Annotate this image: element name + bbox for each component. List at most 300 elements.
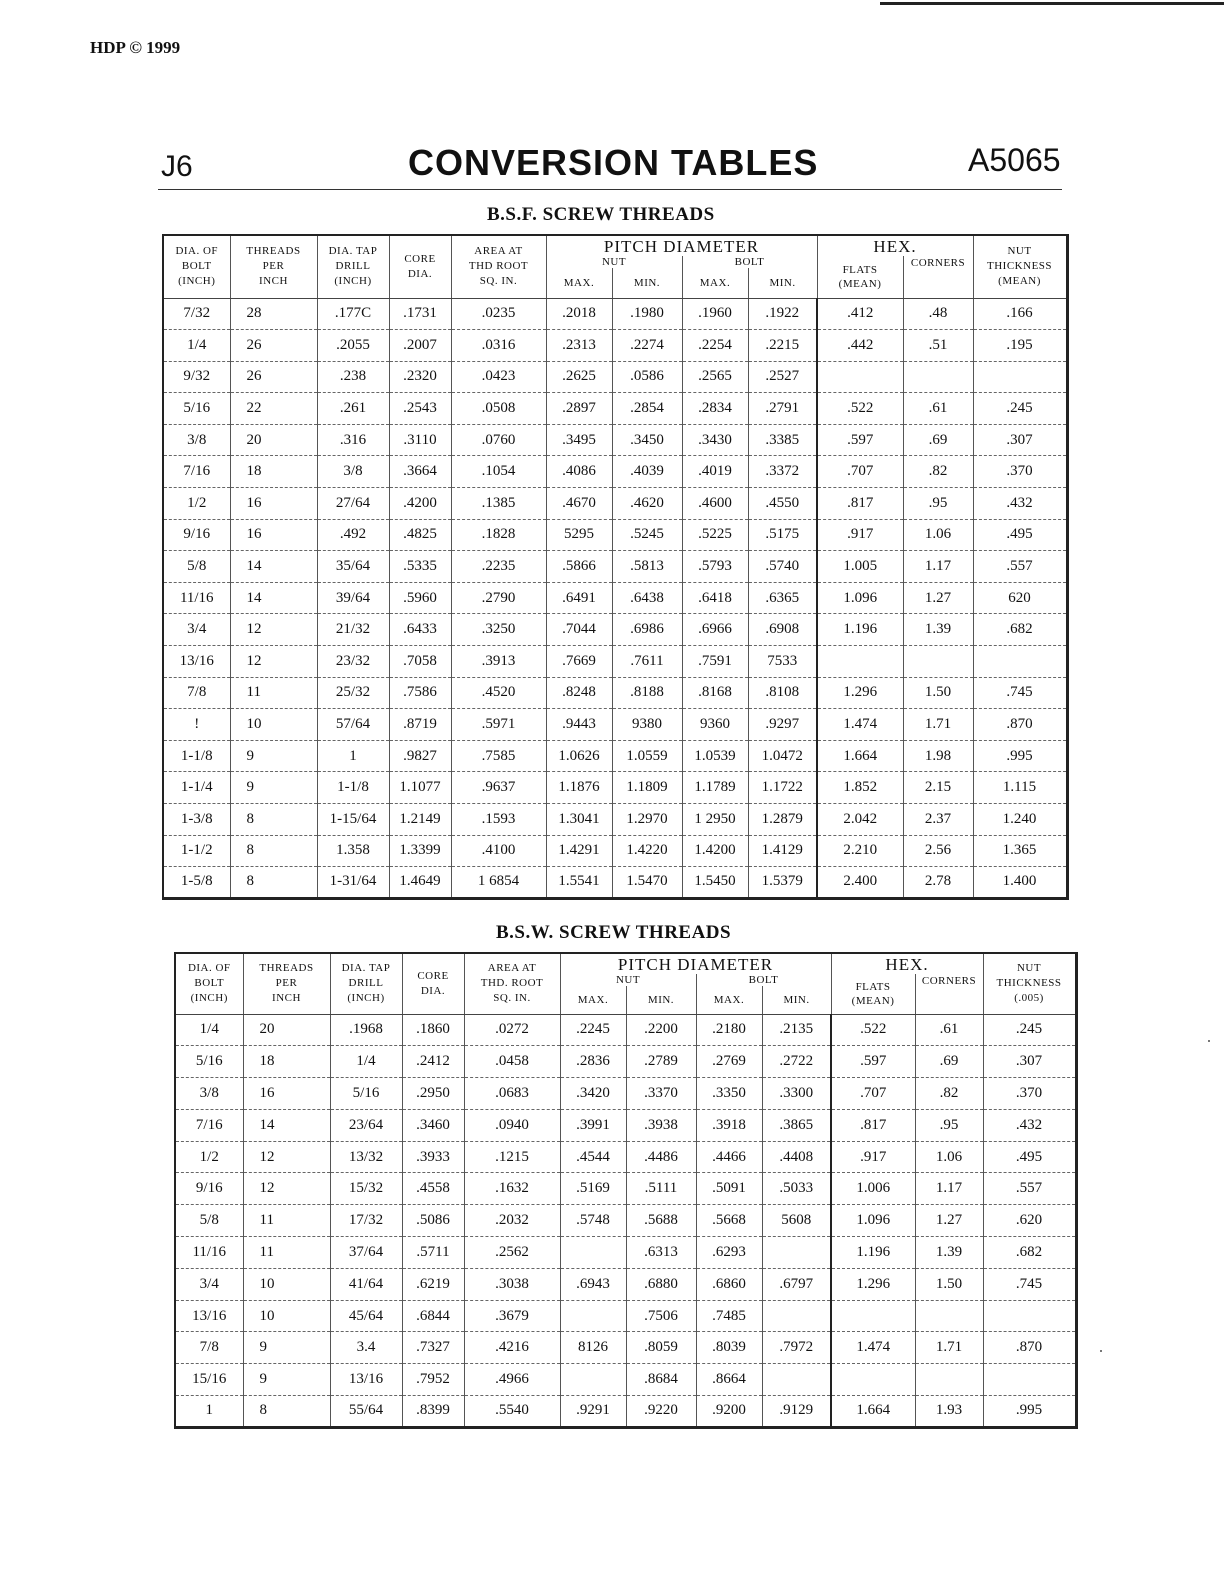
bsf-cell-nut-max: .9443 — [546, 709, 612, 741]
bsf-cell-core: 1.2149 — [389, 804, 451, 836]
bsw-cell-flats: .917 — [831, 1141, 915, 1173]
bsf-cell-thickness: .557 — [973, 551, 1067, 583]
bsw-cell-core: .5086 — [402, 1205, 464, 1237]
bsf-cell-nut-min: 9380 — [612, 709, 682, 741]
page-title: CONVERSION TABLES — [408, 142, 819, 183]
bsf-cell-flats: 2.042 — [817, 804, 903, 836]
bsf-cell-area: .5971 — [451, 709, 546, 741]
bsw-cell-tap-drill: 37/64 — [330, 1237, 402, 1269]
bsw-cell-nut-max — [560, 1237, 626, 1269]
bsf-cell-area: .0316 — [451, 330, 546, 362]
bsf-cell-area: .1054 — [451, 456, 546, 488]
bsw-row — [175, 1332, 1076, 1364]
bsw-cell-flats: 1.664 — [831, 1396, 915, 1428]
bsf-cell-dia: 11/16 — [163, 582, 230, 614]
bsf-row — [163, 709, 1067, 741]
bsf-cell-tpi: 11 — [230, 677, 317, 709]
bsw-cell-flats: 1.196 — [831, 1237, 915, 1269]
bsf-cell-dia: 5/8 — [163, 551, 230, 583]
bsw-cell-tap-drill: 17/32 — [330, 1205, 402, 1237]
bsf-row — [163, 740, 1067, 772]
bsf-col-nut-max: MAX. — [546, 268, 612, 298]
bsf-cell-bolt-max: .3430 — [682, 424, 748, 456]
bsw-cell-nut-min: .6313 — [626, 1237, 696, 1269]
bsf-cell-tap-drill: 1-31/64 — [317, 867, 389, 899]
bsw-cell-bolt-max: .6293 — [696, 1237, 762, 1269]
bsf-cell-bolt-max: 9360 — [682, 709, 748, 741]
bsw-cell-corners — [915, 1300, 983, 1332]
bsf-cell-corners — [903, 646, 973, 678]
bsw-cell-bolt-max: .5091 — [696, 1173, 762, 1205]
bsw-cell-thickness: .432 — [983, 1109, 1076, 1141]
bsw-cell-bolt-max: .2180 — [696, 1014, 762, 1046]
bsf-cell-bolt-min: .4550 — [748, 488, 817, 520]
bsf-cell-nut-min: 1.2970 — [612, 804, 682, 836]
bsf-cell-area: .4520 — [451, 677, 546, 709]
bsw-cell-core: .6219 — [402, 1268, 464, 1300]
bsf-cell-corners: .69 — [903, 424, 973, 456]
bsf-row — [163, 867, 1067, 899]
bsf-cell-area: .9637 — [451, 772, 546, 804]
bsw-cell-flats: 1.474 — [831, 1332, 915, 1364]
bsf-cell-tpi: 14 — [230, 582, 317, 614]
bsf-cell-area: .4100 — [451, 835, 546, 867]
bsw-cell-core: .7952 — [402, 1364, 464, 1396]
bsw-cell-bolt-max: .6860 — [696, 1268, 762, 1300]
bsf-cell-bolt-min: 1.1722 — [748, 772, 817, 804]
bsw-cell-thickness: .370 — [983, 1078, 1076, 1110]
bsw-cell-tap-drill: 13/32 — [330, 1141, 402, 1173]
bsf-cell-dia: 1-1/2 — [163, 835, 230, 867]
bsf-cell-dia: 1/4 — [163, 330, 230, 362]
bsf-cell-corners: .82 — [903, 456, 973, 488]
bsf-cell-flats: 1.296 — [817, 677, 903, 709]
bsw-col-nut-min: MIN. — [626, 986, 696, 1014]
bsf-cell-bolt-max: 1 2950 — [682, 804, 748, 836]
bsf-cell-area: .1828 — [451, 519, 546, 551]
bsw-cell-area: .4966 — [464, 1364, 560, 1396]
bsw-cell-core: .5711 — [402, 1237, 464, 1269]
bsf-cell-corners: 1.06 — [903, 519, 973, 551]
bsw-cell-nut-max: .5748 — [560, 1205, 626, 1237]
bsf-cell-corners: 2.78 — [903, 867, 973, 899]
bsf-col-dia: DIA. OF BOLT (INCH) — [163, 235, 230, 298]
bsf-cell-dia: 9/16 — [163, 519, 230, 551]
bsw-cell-thickness: .995 — [983, 1396, 1076, 1428]
bsf-cell-dia: 3/4 — [163, 614, 230, 646]
bsw-cell-tpi: 9 — [243, 1364, 330, 1396]
bsw-cell-area: .0683 — [464, 1078, 560, 1110]
bsw-cell-tap-drill: 55/64 — [330, 1396, 402, 1428]
bsw-cell-area: .0272 — [464, 1014, 560, 1046]
bsw-row — [175, 1173, 1076, 1205]
bsw-cell-corners: 1.17 — [915, 1173, 983, 1205]
bsw-cell-area: .3679 — [464, 1300, 560, 1332]
bsw-cell-flats: .707 — [831, 1078, 915, 1110]
bsw-cell-tpi: 12 — [243, 1173, 330, 1205]
bsf-cell-flats: 1.664 — [817, 740, 903, 772]
bsw-cell-flats: 1.296 — [831, 1268, 915, 1300]
bsw-cell-nut-max: 8126 — [560, 1332, 626, 1364]
bsf-cell-tpi: 18 — [230, 456, 317, 488]
bsw-col-bolt-min: MIN. — [762, 986, 831, 1014]
bsf-cell-area: .0760 — [451, 424, 546, 456]
bsw-cell-dia: 7/8 — [175, 1332, 243, 1364]
bsw-cell-dia: 9/16 — [175, 1173, 243, 1205]
bsf-row — [163, 614, 1067, 646]
bsf-table-body — [163, 298, 1067, 898]
bsw-col-core: CORE DIA. — [402, 953, 464, 1014]
bsw-cell-nut-min: .2789 — [626, 1046, 696, 1078]
bsf-cell-corners: 1.27 — [903, 582, 973, 614]
bsw-cell-nut-min: .7506 — [626, 1300, 696, 1332]
bsw-cell-thickness: .307 — [983, 1046, 1076, 1078]
bsf-cell-nut-max: .4670 — [546, 488, 612, 520]
bsf-col-area: AREA AT THD ROOT SQ. IN. — [451, 235, 546, 298]
bsw-cell-area: .1632 — [464, 1173, 560, 1205]
bsw-cell-bolt-min: .3300 — [762, 1078, 831, 1110]
bsf-cell-tap-drill: .316 — [317, 424, 389, 456]
bsf-cell-nut-min: .3450 — [612, 424, 682, 456]
bsf-cell-area: .0508 — [451, 393, 546, 425]
bsw-cell-area: .4216 — [464, 1332, 560, 1364]
bsf-cell-nut-max: 1.5541 — [546, 867, 612, 899]
bsf-cell-thickness: .370 — [973, 456, 1067, 488]
bsf-cell-nut-min: .5245 — [612, 519, 682, 551]
bsf-cell-tpi: 9 — [230, 772, 317, 804]
bsf-cell-tpi: 28 — [230, 298, 317, 330]
bsf-cell-core: .5960 — [389, 582, 451, 614]
bsf-cell-nut-min: .2854 — [612, 393, 682, 425]
bsf-cell-nut-min: 1.4220 — [612, 835, 682, 867]
bsf-cell-nut-max: .7669 — [546, 646, 612, 678]
bsf-cell-corners: 2.15 — [903, 772, 973, 804]
bsw-cell-tap-drill: 13/16 — [330, 1364, 402, 1396]
bsw-cell-flats: .597 — [831, 1046, 915, 1078]
bsf-cell-flats — [817, 361, 903, 393]
bsf-cell-tap-drill: .492 — [317, 519, 389, 551]
bsw-cell-bolt-min: .3865 — [762, 1109, 831, 1141]
bsf-cell-corners: 1.50 — [903, 677, 973, 709]
bsf-cell-bolt-max: .6966 — [682, 614, 748, 646]
bsf-col-tap: DIA. TAP DRILL (INCH) — [317, 235, 389, 298]
bsw-cell-nut-max: .3420 — [560, 1078, 626, 1110]
bsf-cell-thickness: 1.400 — [973, 867, 1067, 899]
bsf-cell-core: .2543 — [389, 393, 451, 425]
bsf-cell-flats: 1.096 — [817, 582, 903, 614]
bsw-col-bolt-max: MAX. — [696, 986, 762, 1014]
bsf-cell-thickness: .245 — [973, 393, 1067, 425]
bsf-cell-thickness: 1.115 — [973, 772, 1067, 804]
bsf-cell-bolt-min: .2215 — [748, 330, 817, 362]
bsw-cell-tap-drill: 23/64 — [330, 1109, 402, 1141]
bsf-cell-nut-max: 1.3041 — [546, 804, 612, 836]
bsf-cell-core: 1.1077 — [389, 772, 451, 804]
bsf-cell-bolt-min: .2527 — [748, 361, 817, 393]
bsw-cell-thickness — [983, 1300, 1076, 1332]
bsw-row — [175, 1364, 1076, 1396]
bsw-cell-core: .6844 — [402, 1300, 464, 1332]
bsw-cell-tap-drill: 3.4 — [330, 1332, 402, 1364]
bsw-cell-dia: 11/16 — [175, 1237, 243, 1269]
bsw-cell-area: .3038 — [464, 1268, 560, 1300]
bsf-cell-corners: 1.39 — [903, 614, 973, 646]
bsf-cell-tpi: 14 — [230, 551, 317, 583]
bsf-cell-dia: 1-3/8 — [163, 804, 230, 836]
bsw-row — [175, 1237, 1076, 1269]
bsf-hex-header: HEX. — [817, 235, 973, 256]
bsw-cell-tap-drill: 5/16 — [330, 1078, 402, 1110]
bsw-cell-area: .0458 — [464, 1046, 560, 1078]
bsf-cell-nut-max: 1.1876 — [546, 772, 612, 804]
bsf-col-core: CORE DIA. — [389, 235, 451, 298]
bsf-cell-bolt-max: .5793 — [682, 551, 748, 583]
bsf-cell-corners: .61 — [903, 393, 973, 425]
bsf-cell-area: .7585 — [451, 740, 546, 772]
bsf-cell-thickness: .745 — [973, 677, 1067, 709]
bsw-cell-bolt-max: .3350 — [696, 1078, 762, 1110]
bsw-bolt-header: BOLT — [696, 974, 831, 986]
bsf-cell-bolt-min: .3385 — [748, 424, 817, 456]
bsf-col-flats: FLATS (MEAN) — [817, 256, 903, 298]
bsf-cell-nut-max: .2313 — [546, 330, 612, 362]
bsf-cell-nut-max: .3495 — [546, 424, 612, 456]
bsw-cell-nut-max: .3991 — [560, 1109, 626, 1141]
bsw-cell-core: .3460 — [402, 1109, 464, 1141]
bsf-cell-bolt-min: 1.5379 — [748, 867, 817, 899]
bsf-cell-bolt-max: .1960 — [682, 298, 748, 330]
bsw-col-flats: FLATS (MEAN) — [831, 974, 915, 1014]
bsf-cell-tpi: 8 — [230, 867, 317, 899]
bsw-cell-tpi: 11 — [243, 1205, 330, 1237]
bsf-cell-nut-max: .5866 — [546, 551, 612, 583]
bsf-cell-tpi: 22 — [230, 393, 317, 425]
bsf-cell-flats: .917 — [817, 519, 903, 551]
bsf-cell-core: .4200 — [389, 488, 451, 520]
bsw-cell-tpi: 12 — [243, 1141, 330, 1173]
bsf-col-tpi: THREADS PER INCH — [230, 235, 317, 298]
bsw-cell-corners: 1.93 — [915, 1396, 983, 1428]
bsw-cell-nut-min: .6880 — [626, 1268, 696, 1300]
bsf-cell-bolt-min: .9297 — [748, 709, 817, 741]
bsw-row — [175, 1078, 1076, 1110]
bsw-col-thick: NUT THICKNESS (.005) — [983, 953, 1076, 1014]
bsf-cell-nut-max: .8248 — [546, 677, 612, 709]
bsf-cell-bolt-max: .2834 — [682, 393, 748, 425]
bsf-row — [163, 456, 1067, 488]
bsf-row — [163, 804, 1067, 836]
bsf-cell-tap-drill: 1-15/64 — [317, 804, 389, 836]
bsw-cell-tpi: 11 — [243, 1237, 330, 1269]
bsf-cell-core: .5335 — [389, 551, 451, 583]
bsf-cell-bolt-max: .2565 — [682, 361, 748, 393]
bsf-cell-bolt-min: 1.4129 — [748, 835, 817, 867]
bsf-cell-thickness: .995 — [973, 740, 1067, 772]
bsf-cell-flats: 2.400 — [817, 867, 903, 899]
bsf-cell-thickness — [973, 361, 1067, 393]
bsf-cell-core: .3110 — [389, 424, 451, 456]
bsw-cell-nut-max — [560, 1300, 626, 1332]
bsw-cell-nut-max: .4544 — [560, 1141, 626, 1173]
bsf-cell-dia: 9/32 — [163, 361, 230, 393]
bsw-cell-bolt-min: .7972 — [762, 1332, 831, 1364]
bsf-cell-nut-max: 1.0626 — [546, 740, 612, 772]
bsw-cell-dia: 15/16 — [175, 1364, 243, 1396]
bsf-cell-area: .2790 — [451, 582, 546, 614]
bsw-cell-tap-drill: 1/4 — [330, 1046, 402, 1078]
bsf-cell-thickness: 1.240 — [973, 804, 1067, 836]
bsw-cell-bolt-max: .8664 — [696, 1364, 762, 1396]
bsw-cell-nut-min: .3370 — [626, 1078, 696, 1110]
bsw-cell-nut-min: .9220 — [626, 1396, 696, 1428]
bsw-row — [175, 1396, 1076, 1428]
bsw-cell-nut-max: .2836 — [560, 1046, 626, 1078]
bsw-cell-core: .3933 — [402, 1141, 464, 1173]
bsw-cell-nut-min: .8684 — [626, 1364, 696, 1396]
bsw-cell-thickness: .745 — [983, 1268, 1076, 1300]
bsw-cell-bolt-min: .5033 — [762, 1173, 831, 1205]
bsf-cell-bolt-max: .4600 — [682, 488, 748, 520]
bsw-cell-thickness: .682 — [983, 1237, 1076, 1269]
bsf-cell-dia: 3/8 — [163, 424, 230, 456]
bsw-cell-area: .0940 — [464, 1109, 560, 1141]
bsf-cell-nut-max: .2625 — [546, 361, 612, 393]
bsf-row — [163, 424, 1067, 456]
bsf-cell-thickness: .870 — [973, 709, 1067, 741]
bsf-cell-nut-min: 1.5470 — [612, 867, 682, 899]
bsw-cell-tap-drill: 41/64 — [330, 1268, 402, 1300]
bsw-section-title: B.S.W. SCREW THREADS — [496, 922, 732, 943]
bsf-cell-flats: .817 — [817, 488, 903, 520]
bsw-cell-tpi: 9 — [243, 1332, 330, 1364]
bsw-cell-corners: 1.39 — [915, 1237, 983, 1269]
bsw-cell-core: .1860 — [402, 1014, 464, 1046]
bsf-cell-dia: 1/2 — [163, 488, 230, 520]
bsf-cell-bolt-min: .5740 — [748, 551, 817, 583]
bsw-cell-corners: .61 — [915, 1014, 983, 1046]
bsf-cell-thickness: 1.365 — [973, 835, 1067, 867]
bsf-row — [163, 582, 1067, 614]
bsf-cell-tap-drill: 21/32 — [317, 614, 389, 646]
bsf-cell-thickness: 620 — [973, 582, 1067, 614]
scan-speck — [1100, 1350, 1102, 1352]
bsw-nut-header: NUT — [560, 974, 696, 986]
bsf-cell-flats: 1.474 — [817, 709, 903, 741]
bsf-cell-bolt-min: .6365 — [748, 582, 817, 614]
bsf-cell-bolt-max: 1.1789 — [682, 772, 748, 804]
bsw-cell-tpi: 16 — [243, 1078, 330, 1110]
bsw-row — [175, 1205, 1076, 1237]
bsw-cell-dia: 7/16 — [175, 1109, 243, 1141]
bsf-cell-area: .0423 — [451, 361, 546, 393]
bsf-cell-bolt-min: 7533 — [748, 646, 817, 678]
bsw-cell-tpi: 10 — [243, 1268, 330, 1300]
bsf-cell-bolt-min: .1922 — [748, 298, 817, 330]
bsw-cell-area: .2032 — [464, 1205, 560, 1237]
bsf-cell-flats: 1.196 — [817, 614, 903, 646]
bsf-cell-nut-min: .4039 — [612, 456, 682, 488]
bsw-col-tpi: THREADS PER INCH — [243, 953, 330, 1014]
bsw-cell-tpi: 14 — [243, 1109, 330, 1141]
bsf-cell-dia: 7/16 — [163, 456, 230, 488]
bsf-cell-tpi: 10 — [230, 709, 317, 741]
bsf-cell-nut-min: 1.1809 — [612, 772, 682, 804]
publisher-mark: HDP © 1999 — [90, 38, 181, 57]
bsf-cell-corners: 1.71 — [903, 709, 973, 741]
bsf-cell-bolt-max: .7591 — [682, 646, 748, 678]
bsw-cell-bolt-min: .9129 — [762, 1396, 831, 1428]
bsw-cell-flats: 1.096 — [831, 1205, 915, 1237]
bsf-cell-tap-drill: 3/8 — [317, 456, 389, 488]
bsf-bolt-header: BOLT — [682, 256, 817, 268]
bsf-col-bolt-min: MIN. — [748, 268, 817, 298]
bsw-cell-corners: .69 — [915, 1046, 983, 1078]
bsw-cell-tpi: 8 — [243, 1396, 330, 1428]
bsf-col-bolt-max: MAX. — [682, 268, 748, 298]
bsw-cell-core: .2950 — [402, 1078, 464, 1110]
bsw-cell-flats — [831, 1364, 915, 1396]
bsf-cell-tap-drill: 27/64 — [317, 488, 389, 520]
bsf-cell-bolt-min: .6908 — [748, 614, 817, 646]
bsf-col-corners: CORNERS — [903, 256, 973, 298]
bsf-cell-flats: .412 — [817, 298, 903, 330]
bsw-cell-flats: .522 — [831, 1014, 915, 1046]
bsf-cell-corners — [903, 361, 973, 393]
bsf-cell-tpi: 12 — [230, 614, 317, 646]
bsw-cell-thickness — [983, 1364, 1076, 1396]
bsf-cell-tpi: 8 — [230, 835, 317, 867]
bsf-cell-nut-min: .4620 — [612, 488, 682, 520]
bsf-cell-tpi: 12 — [230, 646, 317, 678]
bsf-row — [163, 393, 1067, 425]
bsw-cell-bolt-min: 5608 — [762, 1205, 831, 1237]
bsf-cell-flats: 2.210 — [817, 835, 903, 867]
bsf-cell-nut-min: .5813 — [612, 551, 682, 583]
bsw-cell-nut-min: .5111 — [626, 1173, 696, 1205]
bsf-cell-tap-drill: 39/64 — [317, 582, 389, 614]
bsw-cell-core: .4558 — [402, 1173, 464, 1205]
bsw-row — [175, 1141, 1076, 1173]
bsw-cell-nut-max: .9291 — [560, 1396, 626, 1428]
bsf-cell-tpi: 9 — [230, 740, 317, 772]
bsf-table — [162, 234, 1069, 900]
bsw-cell-nut-max: .2245 — [560, 1014, 626, 1046]
bsf-cell-core: .7586 — [389, 677, 451, 709]
bsf-cell-corners: .48 — [903, 298, 973, 330]
bsf-cell-core: .8719 — [389, 709, 451, 741]
bsf-cell-thickness: .166 — [973, 298, 1067, 330]
bsf-cell-core: .2320 — [389, 361, 451, 393]
bsw-cell-corners: .82 — [915, 1078, 983, 1110]
bsf-cell-area: 1 6854 — [451, 867, 546, 899]
bsw-cell-core: .8399 — [402, 1396, 464, 1428]
bsf-cell-bolt-max: 1.4200 — [682, 835, 748, 867]
bsf-cell-thickness — [973, 646, 1067, 678]
bsw-cell-corners: 1.06 — [915, 1141, 983, 1173]
bsw-cell-bolt-max: .2769 — [696, 1046, 762, 1078]
bsf-cell-tpi: 16 — [230, 488, 317, 520]
bsw-cell-thickness: .870 — [983, 1332, 1076, 1364]
bsf-cell-nut-max: .2018 — [546, 298, 612, 330]
bsw-cell-bolt-max: .8039 — [696, 1332, 762, 1364]
bsf-cell-corners: 2.56 — [903, 835, 973, 867]
bsw-cell-tpi: 20 — [243, 1014, 330, 1046]
bsf-cell-flats: 1.005 — [817, 551, 903, 583]
bsw-table-body — [175, 1014, 1076, 1427]
bsf-cell-flats: .442 — [817, 330, 903, 362]
bsf-cell-area: .3913 — [451, 646, 546, 678]
page-code: A5065 — [968, 142, 1061, 178]
